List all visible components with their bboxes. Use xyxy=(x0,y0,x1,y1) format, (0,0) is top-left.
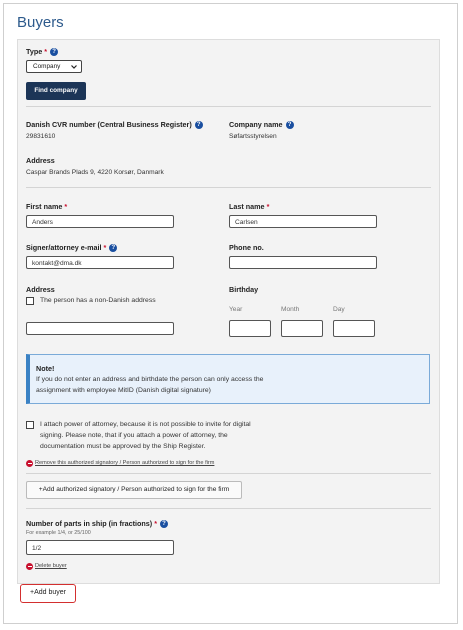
divider xyxy=(26,106,431,107)
cvr-value: 29831610 xyxy=(26,133,56,140)
company-address-value: Caspar Brands Plads 9, 4220 Korsør, Danmark xyxy=(26,169,164,176)
divider xyxy=(26,187,431,188)
cvr-label: Danish CVR number (Central Business Register) ? xyxy=(26,120,203,129)
non-danish-address-label: The person has a non-Danish address xyxy=(40,297,156,304)
type-select[interactable]: Company xyxy=(26,60,82,73)
year-label: Year xyxy=(229,306,243,313)
help-icon[interactable]: ? xyxy=(109,244,117,252)
help-icon[interactable]: ? xyxy=(50,48,58,56)
last-name-label: Last name * xyxy=(229,202,270,211)
month-input[interactable] xyxy=(281,320,323,337)
chevron-down-icon xyxy=(71,65,77,69)
non-danish-address-checkbox[interactable] xyxy=(26,297,34,305)
note-box xyxy=(26,354,430,404)
delete-buyer-link[interactable]: Delete buyer xyxy=(26,562,67,570)
parts-hint: For example 1/4, or 25/100 xyxy=(26,530,91,536)
note-line: assignment with employee MitID (Danish digital signature) xyxy=(36,387,211,394)
add-signatory-button[interactable]: +Add authorized signatory / Person authorized to sign for the firm xyxy=(26,481,242,499)
divider xyxy=(26,473,431,474)
phone-label: Phone no. xyxy=(229,243,264,252)
company-name-label: Company name ? xyxy=(229,120,294,129)
email-input[interactable]: kontakt@dma.dk xyxy=(26,256,174,269)
email-label: Signer/attorney e-mail * ? xyxy=(26,243,117,252)
phone-input[interactable] xyxy=(229,256,377,269)
day-input[interactable] xyxy=(333,320,375,337)
find-company-button[interactable]: Find company xyxy=(26,82,86,100)
type-label: Type * ? xyxy=(26,47,58,56)
company-name-value: Søfartsstyrelsen xyxy=(229,133,277,140)
attach-power-of-attorney-checkbox[interactable] xyxy=(26,421,34,429)
help-icon[interactable]: ? xyxy=(160,520,168,528)
month-label: Month xyxy=(281,306,300,313)
year-input[interactable] xyxy=(229,320,271,337)
add-buyer-button[interactable]: +Add buyer xyxy=(20,584,76,603)
person-address-input[interactable] xyxy=(26,322,174,335)
parts-label: Number of parts in ship (in fractions) * ? xyxy=(26,519,168,528)
attach-line: I attach power of attorney, because it is not possible to invite for digital xyxy=(40,421,251,428)
parts-input[interactable]: 1/2 xyxy=(26,540,174,555)
attach-line: signing. Please note, that if you attach a power of attorney, the xyxy=(40,432,228,439)
help-icon[interactable]: ? xyxy=(286,121,294,129)
last-name-input[interactable]: Carlsen xyxy=(229,215,377,228)
note-line: If you do not enter an address and birthdate the person can only access the xyxy=(36,376,264,383)
divider xyxy=(26,508,431,509)
page-title: Buyers xyxy=(17,14,64,31)
person-address-label: Address xyxy=(26,285,55,294)
note-title: Note! xyxy=(36,364,55,373)
remove-signatory-link[interactable]: Remove this authorized signatory / Person authorized to sign for the firm xyxy=(26,459,214,467)
remove-icon xyxy=(26,460,33,467)
company-address-label: Address xyxy=(26,156,55,165)
first-name-input[interactable]: Anders xyxy=(26,215,174,228)
first-name-label: First name * xyxy=(26,202,68,211)
remove-icon xyxy=(26,563,33,570)
buyer-panel xyxy=(17,39,440,584)
help-icon[interactable]: ? xyxy=(195,121,203,129)
birthday-label: Birthday xyxy=(229,285,259,294)
day-label: Day xyxy=(333,306,345,313)
attach-line: documentation must be approved by the Ship Register. xyxy=(40,443,206,450)
